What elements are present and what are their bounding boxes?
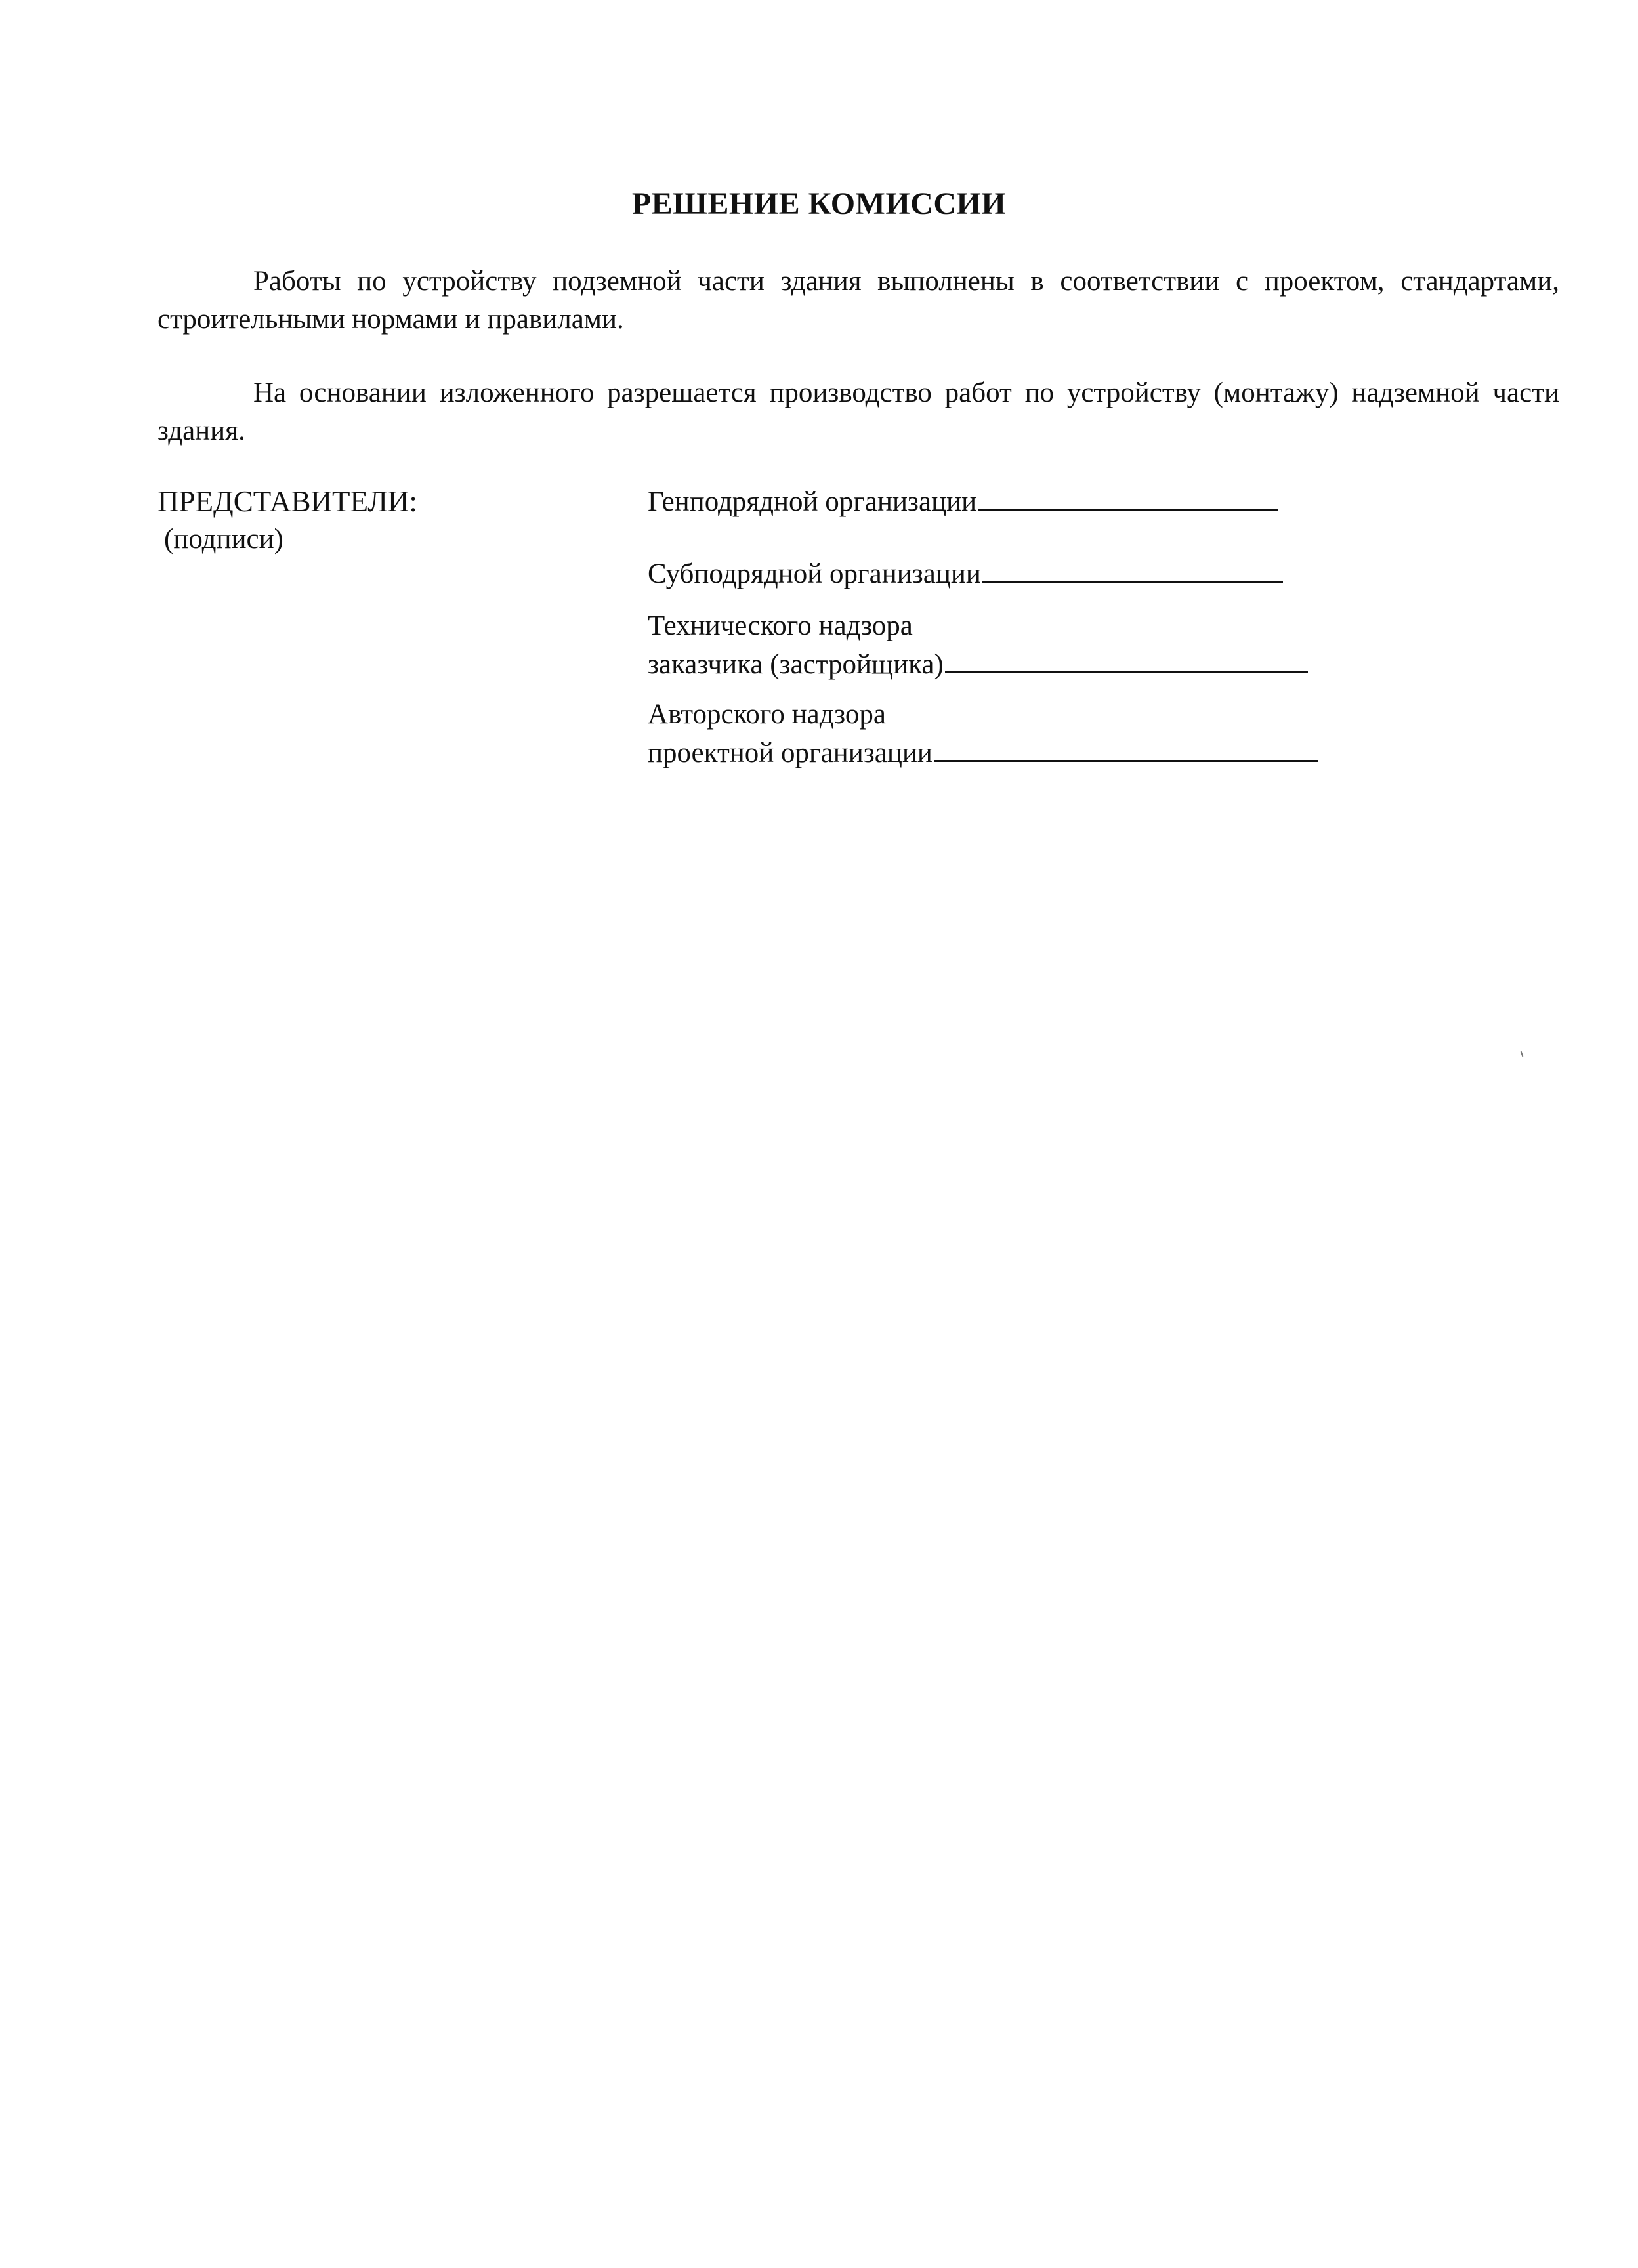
signature-author-supervision: [648, 696, 1318, 772]
signature-line[interactable]: [934, 734, 1318, 762]
representatives-label: ПРЕДСТАВИТЕЛИ:: [158, 485, 417, 518]
signature-line[interactable]: [945, 645, 1308, 673]
signature-label-line1: Технического надзора: [648, 610, 913, 641]
signature-line[interactable]: [982, 555, 1283, 583]
document-title: РЕШЕНИЕ КОМИССИИ: [631, 186, 1007, 221]
signature-label: Субподрядной организации: [648, 558, 981, 589]
signature-label-line2: заказчика (застройщика): [648, 649, 944, 680]
signature-label-line2: проектной организации: [648, 738, 933, 768]
signature-technical-supervision: [648, 607, 1308, 684]
signature-line[interactable]: [978, 482, 1278, 511]
scan-speck: [1521, 1051, 1524, 1057]
paragraph-works-completed: Работы по устройству подземной части здания выполнены в соответствии с проектом, стандартами, строительными нормами и правилами.: [158, 266, 1559, 335]
signature-label: Генподрядной организации: [648, 486, 977, 517]
signature-subcontractor: [648, 555, 1283, 593]
paragraph-permission: На основании изложенного разрешается производство работ по устройству (монтажу) надземной части здания.: [158, 377, 1559, 446]
signature-label-line1: Авторского надзора: [648, 699, 886, 730]
representatives-note: (подписи): [164, 524, 284, 555]
signature-general-contractor: [648, 482, 1278, 521]
